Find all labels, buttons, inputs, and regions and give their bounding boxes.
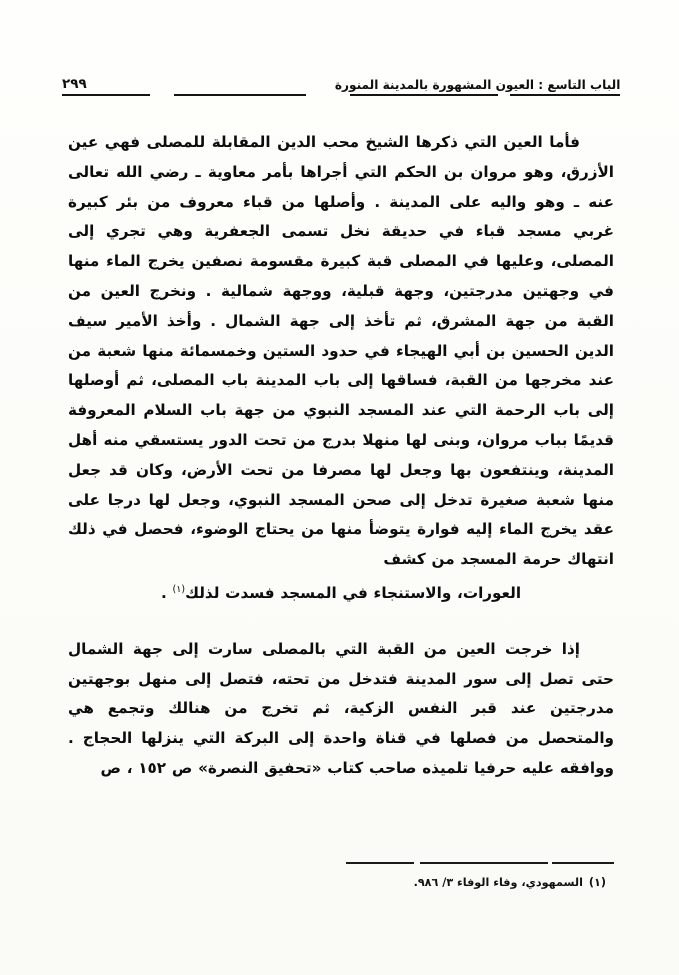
page-content-area [62, 0, 620, 975]
header-rule-segment [350, 94, 498, 96]
paragraph-1 [68, 128, 614, 609]
footnote-reference-1[interactable]: (١) [172, 583, 186, 595]
header-rule-segment [510, 94, 620, 96]
header-rule-segment [62, 94, 150, 96]
paragraph-1-tail-text: العورات، والاستنجاء في المسجد فسدت لذلك [185, 584, 522, 603]
running-head [62, 66, 620, 100]
footnote-rule-segment [552, 862, 614, 864]
footnote-rule-segment [346, 862, 414, 864]
paragraph-2-text: إذا خرجت العين من القبة التي بالمصلى سارت إلى جهة الشمال حتى تصل إلى سور المدينة فتدخل من تحته، فتصل إلى منهل بوجهتين مدرجتين عند قبر النفس الزكية، ثم تخرج من هنالك وتجمع هي والمتحصل من فصلها في قناة واحدة إلى البركة التي ينزلها الحجاج . ووافقه عليه حرفيا تلميذه صاحب كتاب «تحفيق النصرة» ص ١٥٢ ، ص [68, 639, 614, 777]
header-rule [62, 94, 620, 97]
paragraph-1-tail-end: . [160, 584, 173, 603]
footnote-separator-rule [68, 862, 614, 866]
running-title: الباب التاسع : العيون المشهورة بالمدينة المنورة [334, 77, 620, 92]
footnote-number: (١) [588, 876, 606, 889]
footnote-entry [68, 874, 614, 892]
paragraph-1-text: فأما العين التي ذكرها الشيخ محب الدين المقابلة للمصلى فهي عين الأزرق، وهو مروان بن الحكم التي أجراها بأمر معاوية ـ رضي الله تعالى عنه ـ وهو واليه على المدينة . وأصلها من قباء معروف من بئر كبيرة غربي مسجد قباء في حديقة نخل تسمى الجعفرية وهي تجري إلى المصلى، وعليها في المصلى قبة كبيرة مقسومة نصفين يخرج الماء منها في وجهتين مدرجتين، وجهة قبلية، ووجهة شمالية . ونخرج العين من القبة من جهة المشرق، ثم تأخذ إلى جهة الشمال . وأخذ الأمير سيف الدين الحسين بن أبي الهيجاء في حدود الستين وخمسمائة منها شعبة من عند مخرجها من القبة، فساقها إلى باب المدينة باب المصلى، ثم أوصلها إلى باب الرحمة التي عند المسجد النبوي من جهة باب السلام المعروفة قديمًا بباب مروان، وبنى لها منهلا بدرج من تحت الدور يستسقي منه أهل المدينة، وينتفعون بها وجعل لها مصرفا من تحت الأرض، وكان قد جعل منها شعبة صغيرة تدخل إلى صحن المسجد النبوي، وجعل لها درجا على عقد يخرج الماء إليه فوارة يتوضأ منها من يحتاج الوضوء، فحصل في ذلك انتهاك حرمة المسجد من كشف [68, 133, 614, 569]
paragraph-2 [68, 635, 614, 784]
footnote-rule-segment [420, 862, 548, 864]
body-text-column [68, 128, 614, 784]
footnote-text: السمهودي، وفاء الوفاء ٣/ ٩٨٦. [413, 876, 583, 889]
header-rule-segment [174, 94, 306, 96]
footnote-area [68, 862, 614, 892]
paragraph-1-tail-line [68, 575, 614, 609]
page-number: ٢٩٩ [62, 76, 87, 92]
running-head-row [62, 66, 620, 92]
